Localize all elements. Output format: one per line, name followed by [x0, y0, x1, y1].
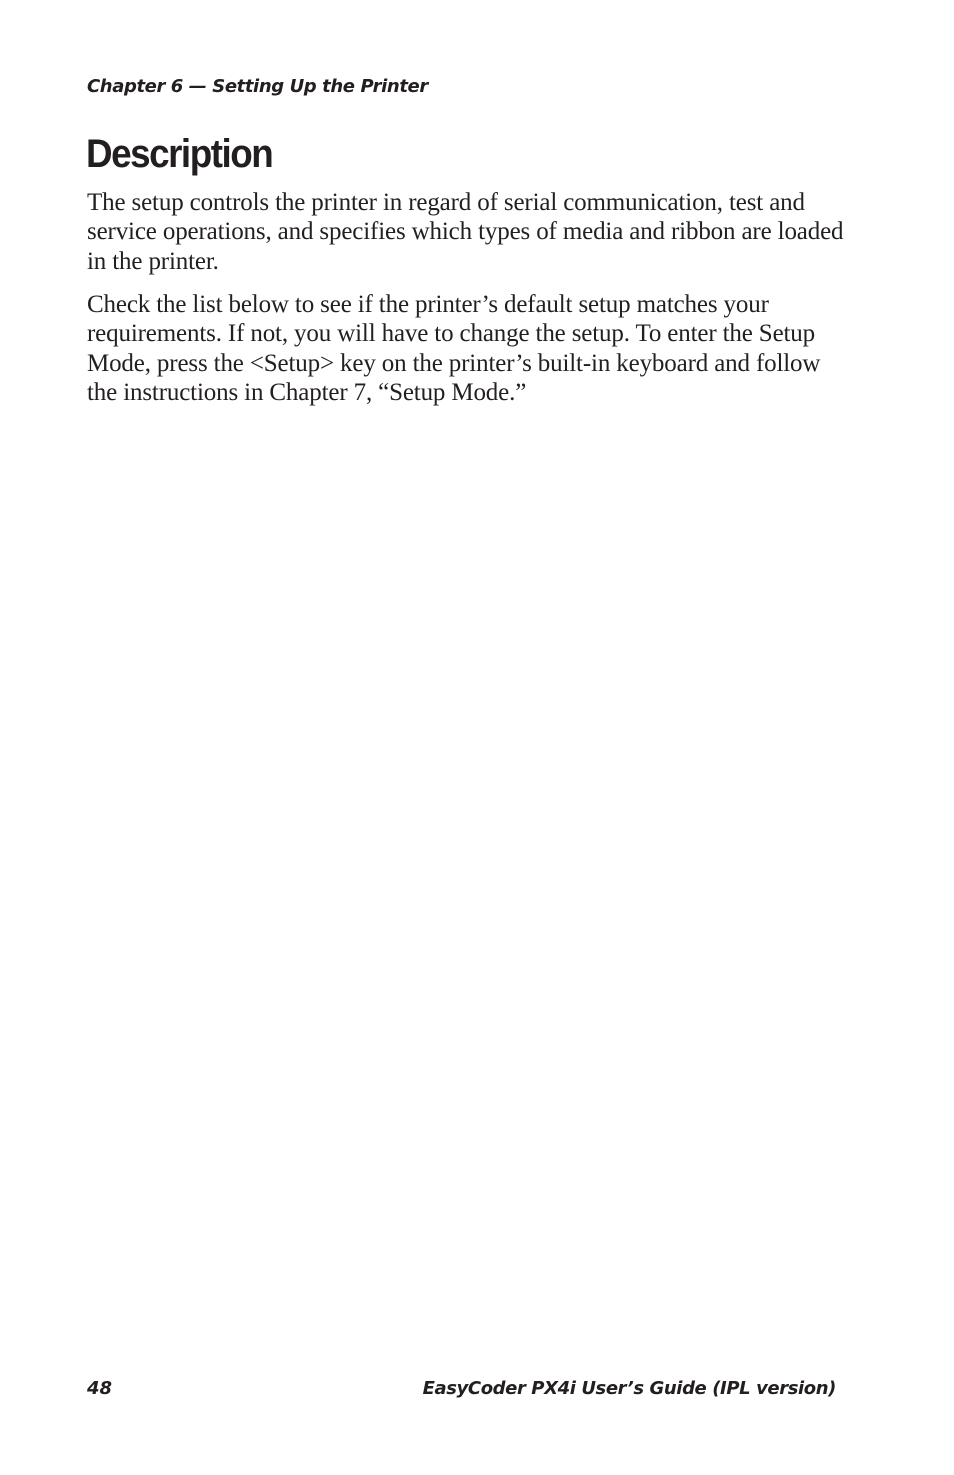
body-paragraph-2: Check the list below to see if the printer’s default setup matches your requirements. If not, you will have to change the setup. To enter the Setup Mode, press the <Setup> key on the printer’s built-in keyboard and follow the instructions in Chapter 7, “Setup Mode.”	[87, 291, 821, 407]
page-number: 48	[87, 1378, 113, 1399]
section-title: Description	[86, 132, 273, 176]
body-paragraph-1: The setup controls the printer in regard of serial communication, test and service operations, and specifies which types of media and ribbon are loaded in the printer.	[87, 189, 844, 275]
footer-document-title: EasyCoder PX4i User’s Guide (IPL version)	[422, 1378, 836, 1399]
running-head: Chapter 6 — Setting Up the Printer	[87, 76, 428, 97]
